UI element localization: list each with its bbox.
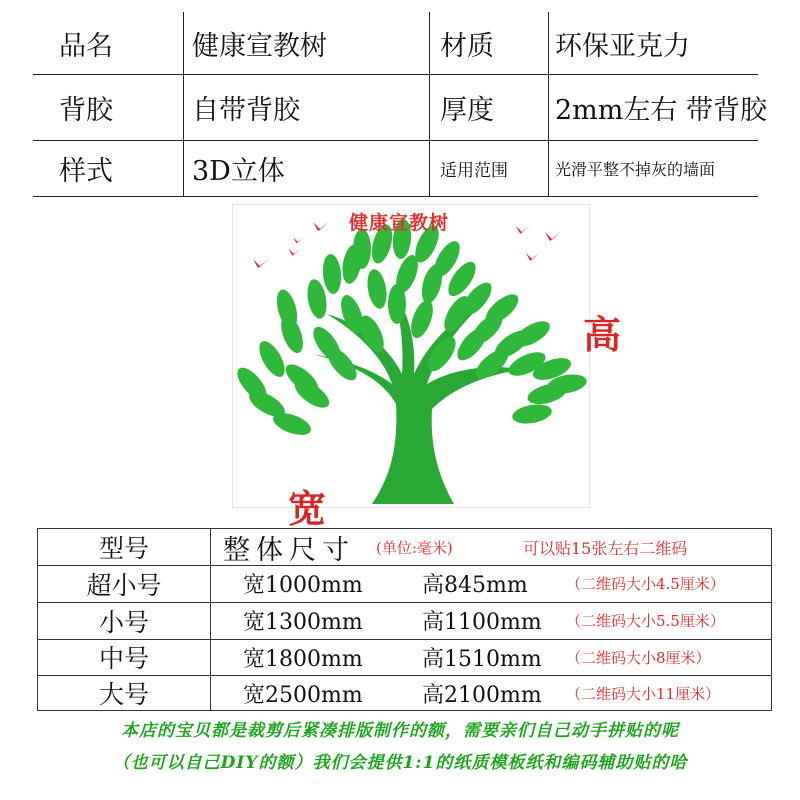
spec-row bbox=[33, 140, 758, 197]
size-width: 宽2500mm bbox=[243, 682, 363, 708]
spec-label: 样式 bbox=[59, 155, 113, 187]
size-qr-note: （二维码大小5.5厘米） bbox=[566, 612, 725, 630]
tree-illustration bbox=[232, 204, 590, 508]
spec-table bbox=[33, 12, 767, 197]
size-height: 高2100mm bbox=[422, 682, 542, 708]
spec-row bbox=[33, 74, 767, 141]
leaf-shape bbox=[365, 268, 390, 311]
bird-shape bbox=[545, 231, 561, 241]
size-height: 高845mm bbox=[422, 573, 528, 598]
spec-row bbox=[33, 12, 758, 75]
size-qr-note: （二维码大小4.5厘米） bbox=[566, 575, 725, 593]
bird-shape bbox=[526, 252, 540, 261]
size-table bbox=[37, 528, 772, 711]
size-height: 高1100mm bbox=[422, 610, 542, 635]
bird-shape bbox=[253, 258, 269, 268]
spec-label: 品名 bbox=[59, 30, 113, 62]
size-name: 大号 bbox=[98, 680, 149, 709]
leaf-shape bbox=[254, 337, 290, 381]
size-name: 超小号 bbox=[86, 570, 162, 600]
size-height: 高1510mm bbox=[422, 646, 542, 672]
spec-label: 材质 bbox=[440, 30, 494, 62]
table-row bbox=[38, 639, 771, 676]
height-mark: 高 bbox=[583, 312, 622, 357]
size-width: 宽1300mm bbox=[243, 610, 363, 635]
spec-value: 光滑平整不掉灰的墙面 bbox=[555, 159, 716, 179]
header-model: 型号 bbox=[98, 534, 149, 563]
bird-shape bbox=[313, 221, 329, 231]
size-name: 中号 bbox=[98, 644, 149, 673]
spec-value: 环保亚克力 bbox=[555, 30, 690, 62]
width-mark: 宽 bbox=[288, 486, 327, 531]
table-row bbox=[38, 602, 771, 640]
size-name: 小号 bbox=[98, 607, 149, 637]
size-qr-note: （二维码大小8厘米） bbox=[566, 648, 711, 667]
spec-label: 厚度 bbox=[440, 94, 494, 126]
size-width: 宽1000mm bbox=[243, 573, 363, 598]
table-row bbox=[38, 675, 771, 711]
leaf-shape bbox=[321, 253, 342, 294]
tree-title: 健康宣教树 bbox=[349, 212, 450, 234]
spec-label: 背胶 bbox=[59, 94, 113, 126]
bird-shape bbox=[288, 248, 301, 256]
size-width: 宽1800mm bbox=[243, 646, 363, 672]
header-qr-note: 可以贴15张左右二维码 bbox=[523, 538, 688, 558]
size-qr-note: （二维码大小11厘米） bbox=[566, 684, 721, 703]
bird-shape bbox=[516, 225, 530, 234]
size-header-row bbox=[38, 529, 771, 566]
header-dimension: 整体尺寸 bbox=[223, 534, 355, 566]
spec-value: 3D立体 bbox=[192, 155, 285, 187]
leaf-shape bbox=[353, 229, 371, 269]
spec-label: 适用范围 bbox=[440, 160, 508, 181]
bird-shape bbox=[293, 236, 304, 243]
footer-note-2: （也可以自己DIY的额）我们会提供1:1的纸质模板纸和编码辅助贴的哈 bbox=[112, 753, 688, 773]
spec-value: 自带背胶 bbox=[192, 94, 300, 126]
spec-value: 2mm左右 带背胶 bbox=[555, 94, 767, 126]
spec-value: 健康宣教树 bbox=[192, 30, 327, 62]
footer-note-1: 本店的宝贝都是裁剪后紧凑排版制作的额，需要亲们自己动手拼贴的呢 bbox=[121, 721, 679, 741]
table-row bbox=[38, 565, 771, 603]
leaf-shape bbox=[388, 284, 406, 324]
header-unit: (单位:毫米) bbox=[376, 538, 453, 557]
leaf-shape bbox=[511, 402, 554, 427]
